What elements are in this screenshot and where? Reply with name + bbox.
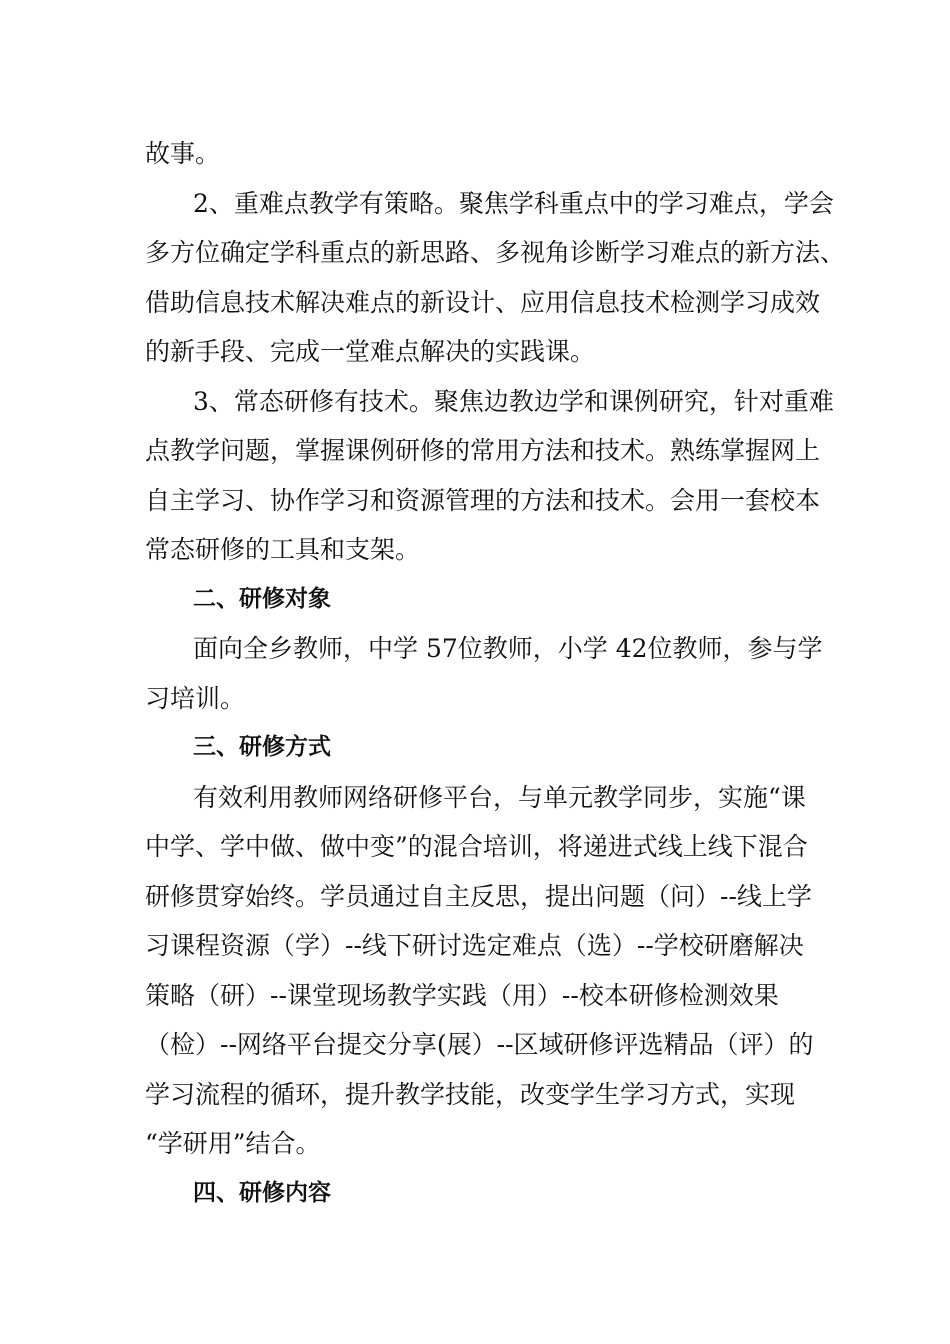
paragraph-line: 策略（研）--课堂现场教学实践（用）--校本研修检测效果 [145, 980, 779, 1010]
paragraph-line: “学研用”结合。 [145, 1129, 321, 1158]
section-heading: 四、研修内容 [193, 1179, 331, 1206]
paragraph-line: 点教学问题，掌握课例研修的常用方法和技术。熟练掌握网上 [145, 436, 821, 465]
paragraph-line: 研修贯穿始终。学员通过自主反思，提出问题（问）--线上学 [145, 881, 812, 911]
paragraph-line: 2、重难点教学有策略。聚焦学科重点中的学习难点，学会 [193, 188, 834, 218]
section-heading: 三、研修方式 [193, 734, 331, 760]
paragraph-line: 常态研修的工具和支架。 [145, 535, 421, 564]
paragraph-line: 有效利用教师网络研修平台，与单元教学同步，实施“课 [193, 782, 806, 812]
paragraph-line: 中学、学中做、做中变”的混合培训，将递进式线上线下混合 [145, 832, 808, 861]
paragraph-line: （检）--网络平台提交分享(展）--区域研修评选精品（评）的 [145, 1030, 814, 1059]
paragraph-line: 的新手段、完成一堂难点解决的实践课。 [145, 337, 596, 366]
paragraph-line: 多方位确定学科重点的新思路、多视角诊断学习难点的新方法、 [145, 238, 846, 267]
section-heading: 二、研修对象 [193, 585, 331, 612]
paragraph-line: 自主学习、协作学习和资源管理的方法和技术。会用一套校本 [145, 485, 821, 515]
paragraph-line: 借助信息技术解决难点的新设计、应用信息技术检测学习成效 [145, 287, 821, 317]
paragraph-line: 习课程资源（学）--线下研讨选定难点（选）--学校研磨解决 [145, 931, 804, 960]
paragraph-line: 学习流程的循环，提升教学技能，改变学生学习方式，实现 [145, 1079, 796, 1109]
paragraph-line: 故事。 [145, 139, 221, 168]
paragraph-line: 习培训。 [145, 683, 246, 713]
document-body [145, 129, 846, 1218]
paragraph-line: 3、常态研修有技术。聚焦边教边学和课例研究，针对重难 [193, 386, 834, 416]
paragraph-line: 面向全乡教师，中学 57位教师，小学 42位教师，参与学 [193, 634, 823, 663]
